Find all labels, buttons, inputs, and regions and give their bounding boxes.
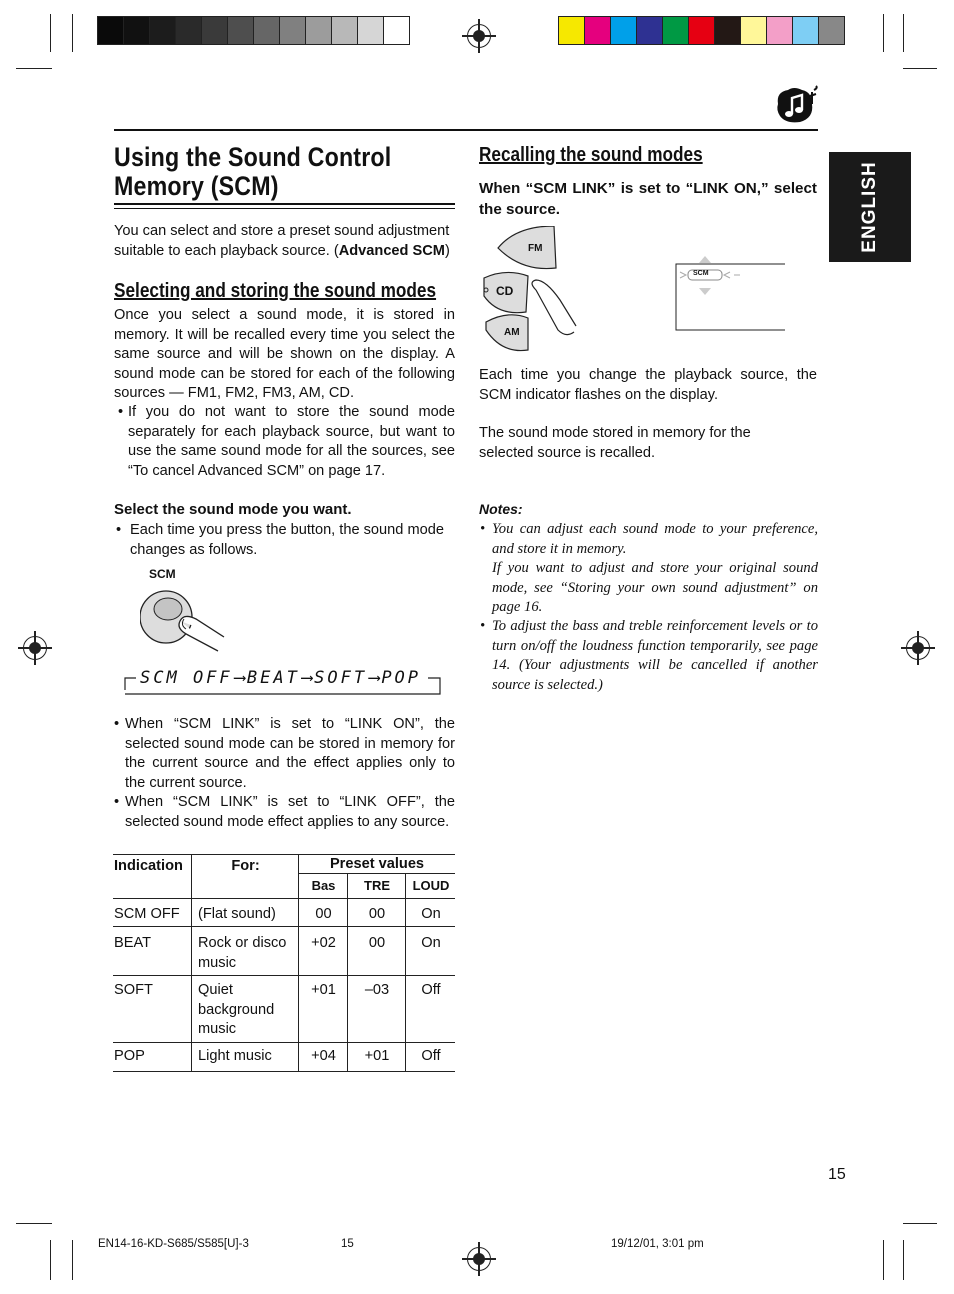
section1-paragraph: Once you select a sound mode, it is stored in memory. It will be recalled every time you select the same source and will be shown on the display. A sound mode can be stored for each of the following sources — FM1, FM2, FM3, AM, CD. [114,307,455,401]
gray-swatch [176,17,202,44]
recall-paragraph-2: The sound mode stored in memory for the selected source is recalled. [479,425,751,461]
section-heading-selecting: Selecting and storing the sound modes [114,280,437,302]
footer-left: EN14-16-KD-S685/S585[U]-3 [98,1238,249,1250]
crop-mark [883,14,884,52]
header-for: For: [192,855,299,899]
crop-mark [72,1240,73,1280]
gray-swatch [384,17,409,44]
footer-center: 15 [341,1238,354,1250]
gray-swatch [150,17,176,44]
color-swatch [715,17,741,44]
sequence-item-beat: BEAT [246,668,300,688]
color-swatch [793,17,819,44]
recall-step: When “SCM LINK” is set to “LINK ON,” select the source. [479,180,817,218]
gray-swatch [358,17,384,44]
bullet-dot: • [116,522,122,538]
table-row: SOFT Quiet background music +01 –03 Off [113,976,455,1043]
step-bullet: Each time you press the button, the sound mode changes as follows. [130,522,444,558]
title-line-1: Using the Sound Control [114,142,392,172]
title-line-2: Memory (SCM) [114,171,279,201]
gray-swatch [280,17,306,44]
sequence-item-soft: SOFT [314,668,368,688]
subheader-tre: TRE [348,874,406,899]
music-note-icon [772,84,820,126]
crop-mark [72,14,73,52]
registration-mark-icon [906,636,930,660]
table-row: BEAT Rock or disco music +02 00 On [113,927,455,976]
process-color-bar [558,16,845,45]
title-rule [114,203,455,205]
arrow-right-icon: ⟶ [234,668,245,688]
note-1: You can adjust each sound mode to your preference, and store it in memory. If you want to adjust and store your original sound mode, see “Storing your own sound adjustment” on page 16. [492,521,818,615]
display-illustration [674,254,788,332]
sequence-row [140,668,421,688]
language-tab [829,152,911,262]
link-on-bullet: When “SCM LINK” is set to “LINK ON”, the selected sound mode can be stored in memory for the current source and the effect applies only to the current source. [125,716,455,791]
gray-swatch [254,17,280,44]
intro-paragraph: You can select and store a preset sound adjustment suitable to each playback source. (Advanced SCM) [114,223,450,259]
title-rule-thin [114,208,455,209]
notes-heading: Notes: [479,501,523,517]
bullet-dot: • [114,794,120,810]
registration-mark-icon [23,636,47,660]
crop-mark [883,1240,884,1280]
bullet-dot: • [118,404,124,420]
footer-right: 19/12/01, 3:01 pm [611,1238,704,1250]
gray-swatch [202,17,228,44]
color-swatch [585,17,611,44]
language-tab-label: ENGLISH [859,161,880,253]
recall-paragraph-1: Each time you change the playback source, the SCM indicator flashes on the display. [479,367,817,403]
page-title [114,143,406,201]
grayscale-color-bar [97,16,410,45]
gray-swatch [306,17,332,44]
bullet-dot: • [480,521,486,537]
crop-mark [50,1240,51,1280]
gray-swatch [332,17,358,44]
scm-button-label: SCM [149,567,176,581]
header-preset: Preset values [299,855,456,874]
table-row: SCM OFF (Flat sound) 00 00 On [113,898,455,927]
link-off-bullet: When “SCM LINK” is set to “LINK OFF”, the selected sound mode effect applies to any source. [125,794,455,830]
sequence-item-pop: POP [381,668,422,688]
section-heading-recalling: Recalling the sound modes [479,144,703,166]
color-swatch [819,17,844,44]
header-indication: Indication [113,855,192,899]
gray-swatch [228,17,254,44]
header-rule [114,129,818,131]
preset-values-table [113,854,455,1072]
registration-mark-icon [467,1247,491,1271]
crop-mark [903,14,904,52]
scm-button-press-illustration[interactable] [140,585,232,655]
color-swatch [663,17,689,44]
color-swatch [559,17,585,44]
gray-swatch [98,17,124,44]
note-2: To adjust the bass and treble reinforcement levels or to turn on/off the loudness function temporarily, see page 14. (Your adjustments will be cancelled if another source is selected.) [492,618,818,693]
section1-bullet: If you do not want to store the sound mode separately for each playback source, but want to use the same sound mode for all the sources, see “To cancel Advanced SCM” on page 17. [128,404,455,479]
color-swatch [741,17,767,44]
crop-mark [16,1223,52,1224]
subheader-bas: Bas [299,874,348,899]
table-row: POP Light music +04 +01 Off [113,1042,455,1072]
color-swatch [611,17,637,44]
color-swatch [767,17,793,44]
source-button-am[interactable]: AM [504,327,520,338]
page-number: 15 [828,1166,846,1183]
bullet-dot: • [114,716,120,732]
bullet-dot: • [480,618,486,634]
crop-mark [50,14,51,52]
crop-mark [16,68,52,69]
gray-swatch [124,17,150,44]
arrow-right-icon: ⟶ [301,668,313,688]
crop-mark [903,1223,937,1224]
source-button-fm[interactable]: FM [528,243,543,254]
registration-mark-icon [467,24,491,48]
source-button-cd[interactable]: CD [496,284,514,298]
scm-indicator: SCM [693,270,709,277]
step-heading: Select the sound mode you want. [114,501,352,518]
subheader-loud: LOUD [412,878,450,893]
color-swatch [689,17,715,44]
crop-mark [903,1240,904,1280]
color-swatch [637,17,663,44]
crop-mark [903,68,937,69]
arrow-right-icon: ⟶ [369,668,380,688]
sequence-item-scm-off: SCM OFF [140,668,233,688]
